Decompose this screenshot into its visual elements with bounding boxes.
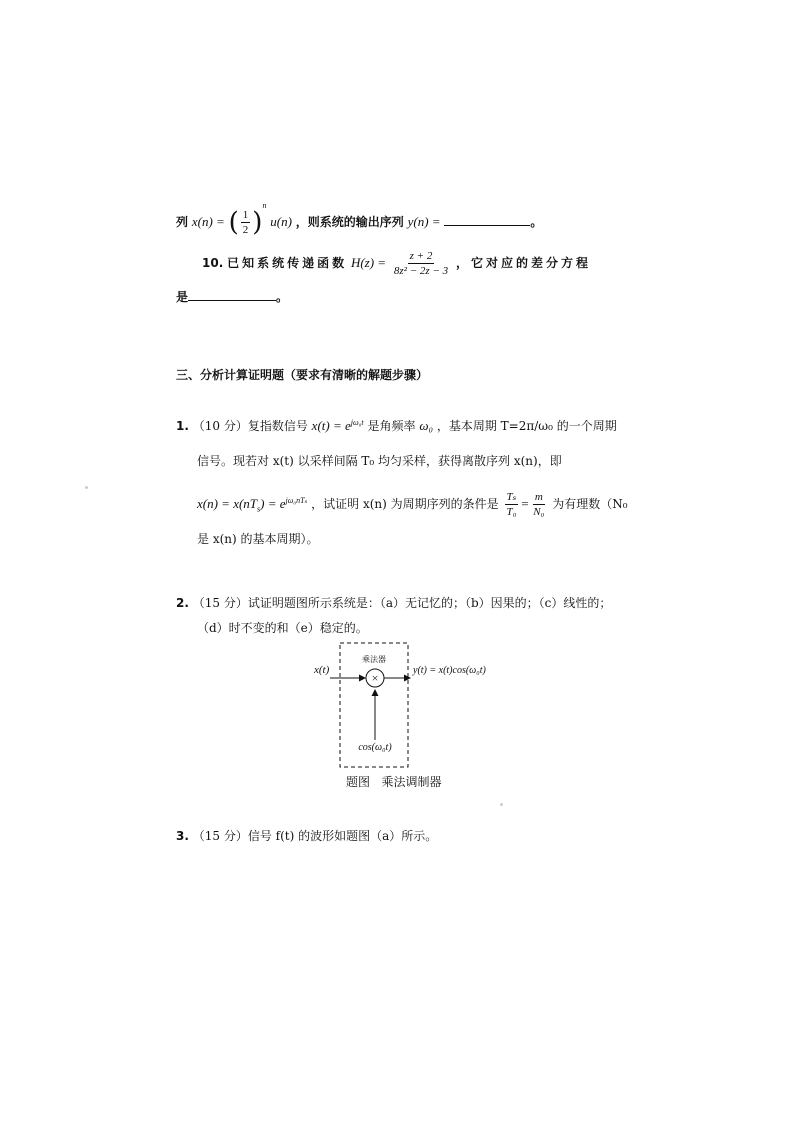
- p1-line3: [197, 491, 628, 518]
- q10-h-lhs: H(z) =: [350, 255, 387, 271]
- right-paren: ): [252, 207, 263, 238]
- q10-transfer-fraction: [392, 250, 450, 277]
- p1-number: 1.: [176, 419, 189, 433]
- p1-xn-sub: s: [257, 504, 261, 514]
- p2-number: 2.: [176, 596, 189, 610]
- q10-line2: [176, 290, 288, 303]
- multiply-symbol: ×: [371, 671, 379, 685]
- q10-line1: [202, 250, 591, 277]
- p1-cond-frac1: [504, 491, 518, 518]
- q10-text2: ，它对应的差分方程: [455, 256, 591, 271]
- q9-exponent: n: [262, 201, 267, 210]
- p2-line1: [176, 597, 611, 609]
- p1-xn-b: ) = e: [260, 496, 286, 512]
- q9-x-lhs: x(n) =: [191, 214, 225, 229]
- p1-omega0: ω₀: [419, 418, 434, 433]
- q10-text1: 已知系统传递函数: [227, 256, 348, 271]
- q10-h-den: 8z² − 2z − 3: [393, 265, 449, 278]
- q9-end: 。: [530, 215, 543, 229]
- section3-heading: 三、分析计算证明题（要求有清晰的解题步骤）: [176, 368, 429, 382]
- scan-speck: [85, 486, 88, 489]
- q9-answer-blank[interactable]: [444, 215, 530, 226]
- q9-frac-den: 2: [242, 224, 249, 236]
- p1-cond-eq: =: [520, 496, 530, 512]
- p1-line3-d: 为有理数（N₀: [552, 497, 628, 512]
- p1-xt-exp: jω₀t: [350, 418, 364, 427]
- input-label: x(t): [314, 664, 330, 676]
- p1-cond-den1: T₀: [506, 506, 517, 519]
- carrier-label: cos(ω₀t): [358, 742, 392, 753]
- q9-fraction: [241, 209, 251, 236]
- p1-xn-exp: jω₀nTₛ: [285, 496, 308, 506]
- p1-points: （10 分）复指数信号: [192, 419, 308, 433]
- box-label: 乘法器: [362, 655, 386, 664]
- p3-number: 3.: [176, 829, 189, 843]
- p2-line1-text: （15 分）试证明题图所示系统是：（a）无记忆的；（b）因果的；（c）线性的；: [192, 596, 612, 610]
- q10-h-num: z + 2: [408, 250, 435, 264]
- p1-xt: x(t) = e: [311, 418, 351, 433]
- p3-text: （15 分）信号 f(t) 的波形如题图（a）所示。: [192, 829, 438, 843]
- p1-cond-den2: N₀: [533, 506, 545, 519]
- p1-line3-c: ，试证明 x(n) 为周期序列的条件是: [311, 497, 499, 512]
- q10-number: 10.: [202, 256, 224, 271]
- p1-line2: 信号。现若对 x(t) 以采样间隔 T₀ 均匀采样，获得离散序列 x(n)，即: [197, 454, 562, 468]
- p1-t1: 是角频率: [367, 419, 416, 433]
- q10-line2-end: 。: [276, 290, 289, 304]
- left-paren: (: [228, 207, 239, 238]
- p1-cond-num1: Tₛ: [505, 491, 519, 505]
- diagram-caption: 题图 乘法调制器: [346, 775, 442, 789]
- q9-continuation-line: [176, 202, 542, 236]
- q9-y-lhs: y(n) =: [407, 214, 441, 229]
- p2-line2: （d）时不变的和（e）稳定的。: [197, 621, 368, 635]
- p1-line4: 是 x(n) 的基本周期）。: [197, 532, 319, 546]
- q9-lead: 列: [176, 215, 189, 229]
- p1-line1: [176, 419, 617, 432]
- p1-cond-num2: m: [533, 491, 545, 505]
- q10-answer-blank[interactable]: [188, 290, 276, 301]
- p1-t2: ，基本周期 T=2π/ω₀ 的一个周期: [436, 419, 617, 433]
- q10-line2-lead: 是: [176, 290, 189, 304]
- q9-mid-text: ，则系统的输出序列: [295, 215, 404, 229]
- p1-xn-a: x(n) = x(nT: [197, 496, 258, 512]
- output-label: y(t) = x(t)cos(ω₀t): [413, 665, 486, 676]
- q9-frac-num: 1: [241, 209, 251, 223]
- scan-speck: [500, 803, 503, 806]
- q9-u-n: u(n): [270, 214, 292, 229]
- p1-cond-frac2: [531, 491, 546, 518]
- p3-line: [176, 830, 437, 842]
